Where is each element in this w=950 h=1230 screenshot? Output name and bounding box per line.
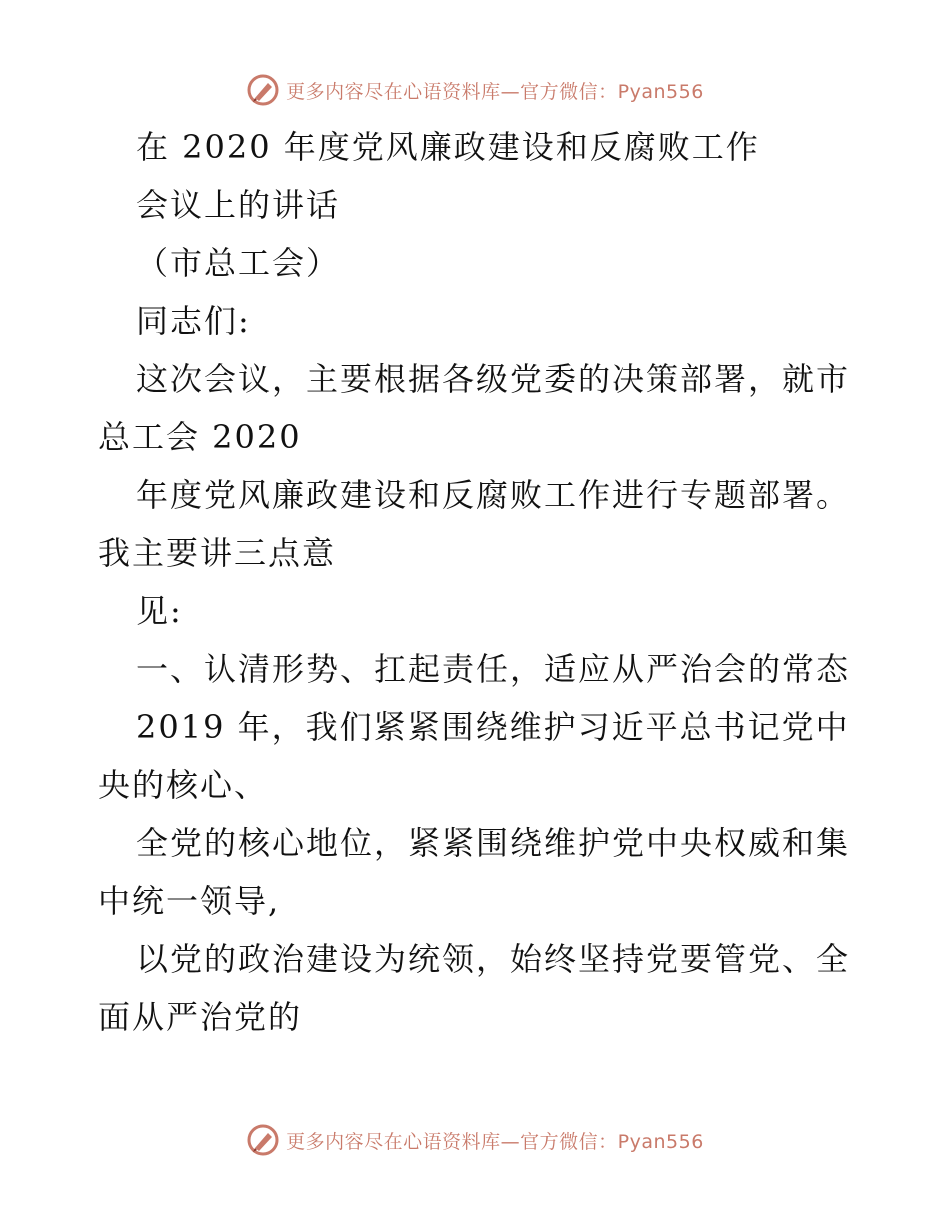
text-line: 同志们: — [136, 302, 251, 340]
footer-watermark — [0, 1120, 950, 1160]
watermark-text: 更多内容尽在心语资料库—官方微信：Pyan556 — [286, 80, 704, 103]
text-line: 总工会 2020 — [98, 418, 302, 456]
text-line: 见: — [136, 592, 183, 630]
document-body — [98, 118, 858, 1046]
text-line: 中统一领导, — [98, 882, 281, 920]
text-line: 在 2020 年度党风廉政建设和反腐败工作 — [136, 128, 760, 166]
text-line: 我主要讲三点意 — [98, 534, 337, 572]
text-line: 会议上的讲话 — [136, 186, 341, 224]
text-line: （市总工会） — [136, 244, 341, 282]
header-watermark — [0, 70, 950, 110]
watermark-text: 更多内容尽在心语资料库—官方微信：Pyan556 — [286, 1130, 704, 1153]
text-line: 以党的政治建设为统领，始终坚持党要管党、全 — [136, 940, 851, 978]
text-line: 2019 年，我们紧紧围绕维护习近平总书记党中 — [136, 708, 850, 746]
text-line: 这次会议，主要根据各级党委的决策部署，就市 — [136, 360, 851, 398]
pen-logo-icon — [246, 73, 280, 107]
text-line: 年度党风廉政建设和反腐败工作进行专题部署。 — [136, 476, 851, 514]
text-line: 一、认清形势、扛起责任，适应从严治会的常态 — [136, 650, 851, 688]
text-line: 央的核心、 — [98, 766, 269, 804]
text-line: 全党的核心地位，紧紧围绕维护党中央权威和集 — [136, 824, 851, 862]
text-line: 面从严治党的 — [98, 998, 303, 1036]
pen-logo-icon — [246, 1123, 280, 1157]
